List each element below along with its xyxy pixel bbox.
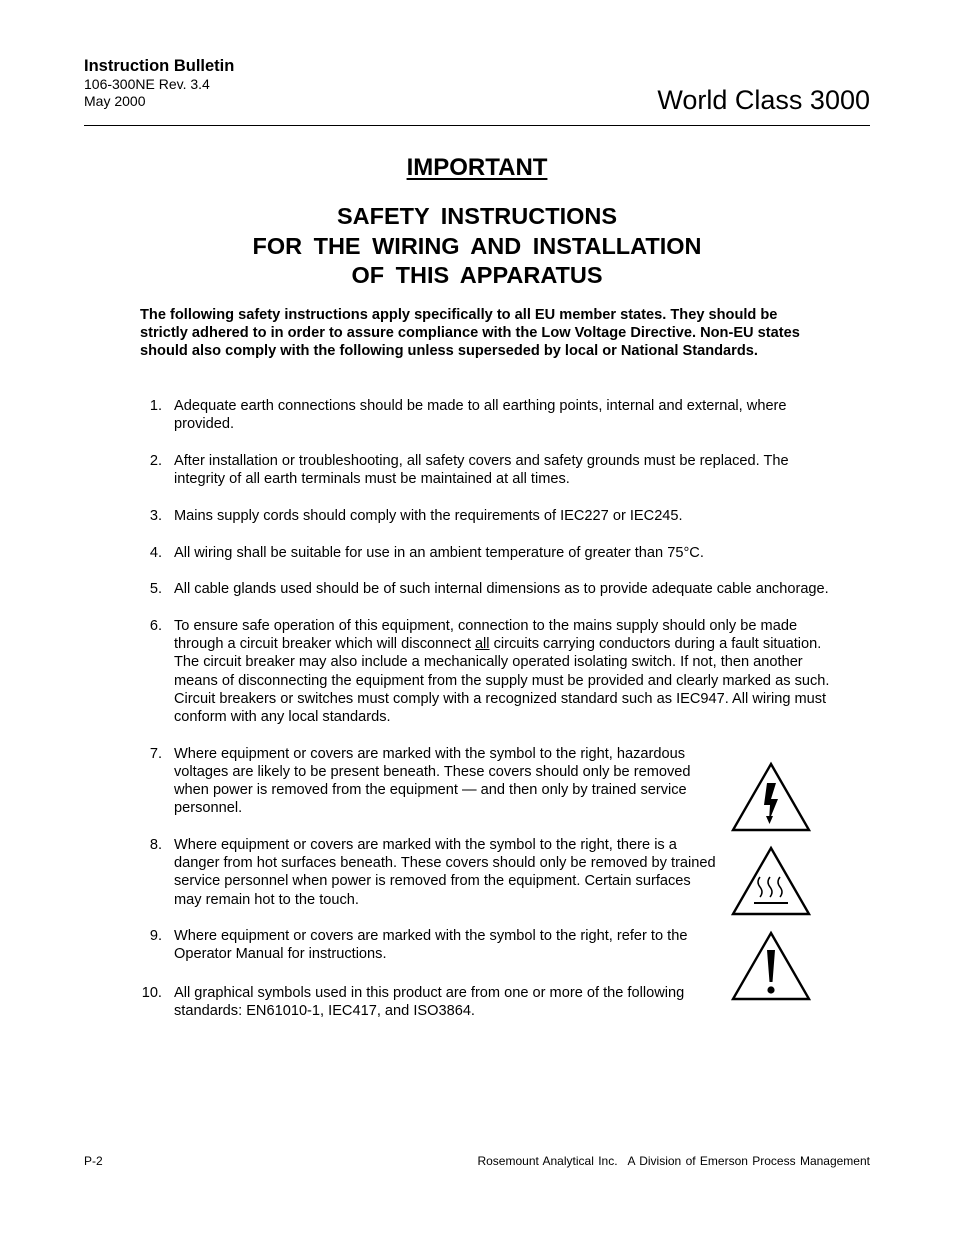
electrical-hazard-icon <box>730 761 812 833</box>
header-divider <box>84 125 870 126</box>
item-number: 6. <box>149 617 162 634</box>
important-heading <box>0 153 954 183</box>
safety-heading-line-2: FOR THE WIRING AND INSTALLATION <box>252 232 702 259</box>
item-number: 10. <box>141 984 162 1001</box>
page-number: P-2 <box>84 1154 103 1168</box>
item-number: 5. <box>149 581 162 598</box>
safety-instructions-list <box>140 397 830 1039</box>
item-text: Where equipment or covers are marked with the symbol to the right, there is a danger from hot surfaces beneath. These covers should only be removed by trained service personnel when power is removed from the equipment. Certain surfaces may remain hot to the touch. <box>174 836 716 908</box>
company-division: A Division of Emerson Process Management <box>627 1154 870 1168</box>
item-text: All graphical symbols used in this product are from one or more of the following standards: EN61010-1, IEC417, and ISO3864. <box>174 984 685 1019</box>
bulletin-title: Instruction Bulletin <box>84 57 235 75</box>
item-number: 8. <box>149 836 162 853</box>
item-text: Where equipment or covers are marked with the symbol to the right, hazardous voltages are likely to be present beneath. These covers should only be removed when power is removed from the equipment — and then only by trained service personnel. <box>174 745 691 817</box>
company-name: Rosemount Analytical Inc. <box>477 1154 618 1168</box>
product-name: World Class 3000 <box>657 85 870 115</box>
item-text: Where equipment or covers are marked with the symbol to the right, refer to the Operator Manual for instructions. <box>174 928 688 963</box>
doc-number: 106-300NE Rev. 3.4 <box>84 76 210 92</box>
item-number: 3. <box>149 507 162 524</box>
page-header <box>84 56 870 115</box>
item-number: 2. <box>149 452 162 469</box>
list-item <box>140 580 830 598</box>
safety-heading <box>0 202 954 291</box>
list-item <box>140 617 830 726</box>
item-text: Mains supply cords should comply with the requirements of IEC227 or IEC245. <box>174 507 683 524</box>
important-label: IMPORTANT <box>406 154 548 181</box>
item-text: All wiring shall be suitable for use in an ambient temperature of greater than 75°C. <box>174 544 704 561</box>
item-text: Adequate earth connections should be made to all earthing points, internal and external, where provided. <box>174 398 787 433</box>
item-text-part: circuits carrying conductors during a fault situation. The circuit breaker may also include a mechanically operated isolating switch. If not, then another means of disconnecting the equipment from the supply must be provided and clearly marked as such. Circuit breakers or switches must comply with a recognized standard such as IEC947. All wiring must conform with any local standards. <box>174 636 830 725</box>
item-text: After installation or troubleshooting, all safety covers and safety grounds must be replaced. The integrity of all earth terminals must be maintained at all times. <box>174 452 789 488</box>
intro-paragraph: The following safety instructions apply specifically to all EU member states. They should be strictly adhered to in order to assure compliance with the Low Voltage Directive. Non-EU states should also comply with the following unless superseded by local or National Standards. <box>140 307 800 360</box>
list-item <box>140 452 830 488</box>
item-number: 1. <box>149 398 162 414</box>
safety-heading-line-1: SAFETY INSTRUCTIONS <box>336 203 618 229</box>
caution-icon <box>730 930 812 1002</box>
list-item <box>140 544 830 562</box>
emphasis-all: all <box>474 636 490 653</box>
list-item <box>140 836 830 909</box>
item-number: 7. <box>149 745 162 762</box>
list-item <box>140 984 830 1020</box>
list-item <box>140 397 830 433</box>
list-item <box>140 927 830 963</box>
item-text-part: To ensure safe operation of this equipment, connection to the mains supply should only be made through a circuit breaker which will disconnect <box>174 617 798 653</box>
page-footer <box>84 1154 870 1169</box>
item-number: 9. <box>149 928 162 945</box>
list-item <box>140 507 830 525</box>
item-text <box>174 618 829 725</box>
safety-heading-line-3: OF THIS APPARATUS <box>351 262 603 288</box>
item-number: 4. <box>149 544 162 561</box>
item-text: All cable glands used should be of such internal dimensions as to provide adequate cable anchorage. <box>174 581 829 598</box>
footer-company <box>477 1154 870 1169</box>
list-item <box>140 745 830 818</box>
doc-date: May 2000 <box>84 93 146 109</box>
hot-surface-icon <box>730 845 812 917</box>
